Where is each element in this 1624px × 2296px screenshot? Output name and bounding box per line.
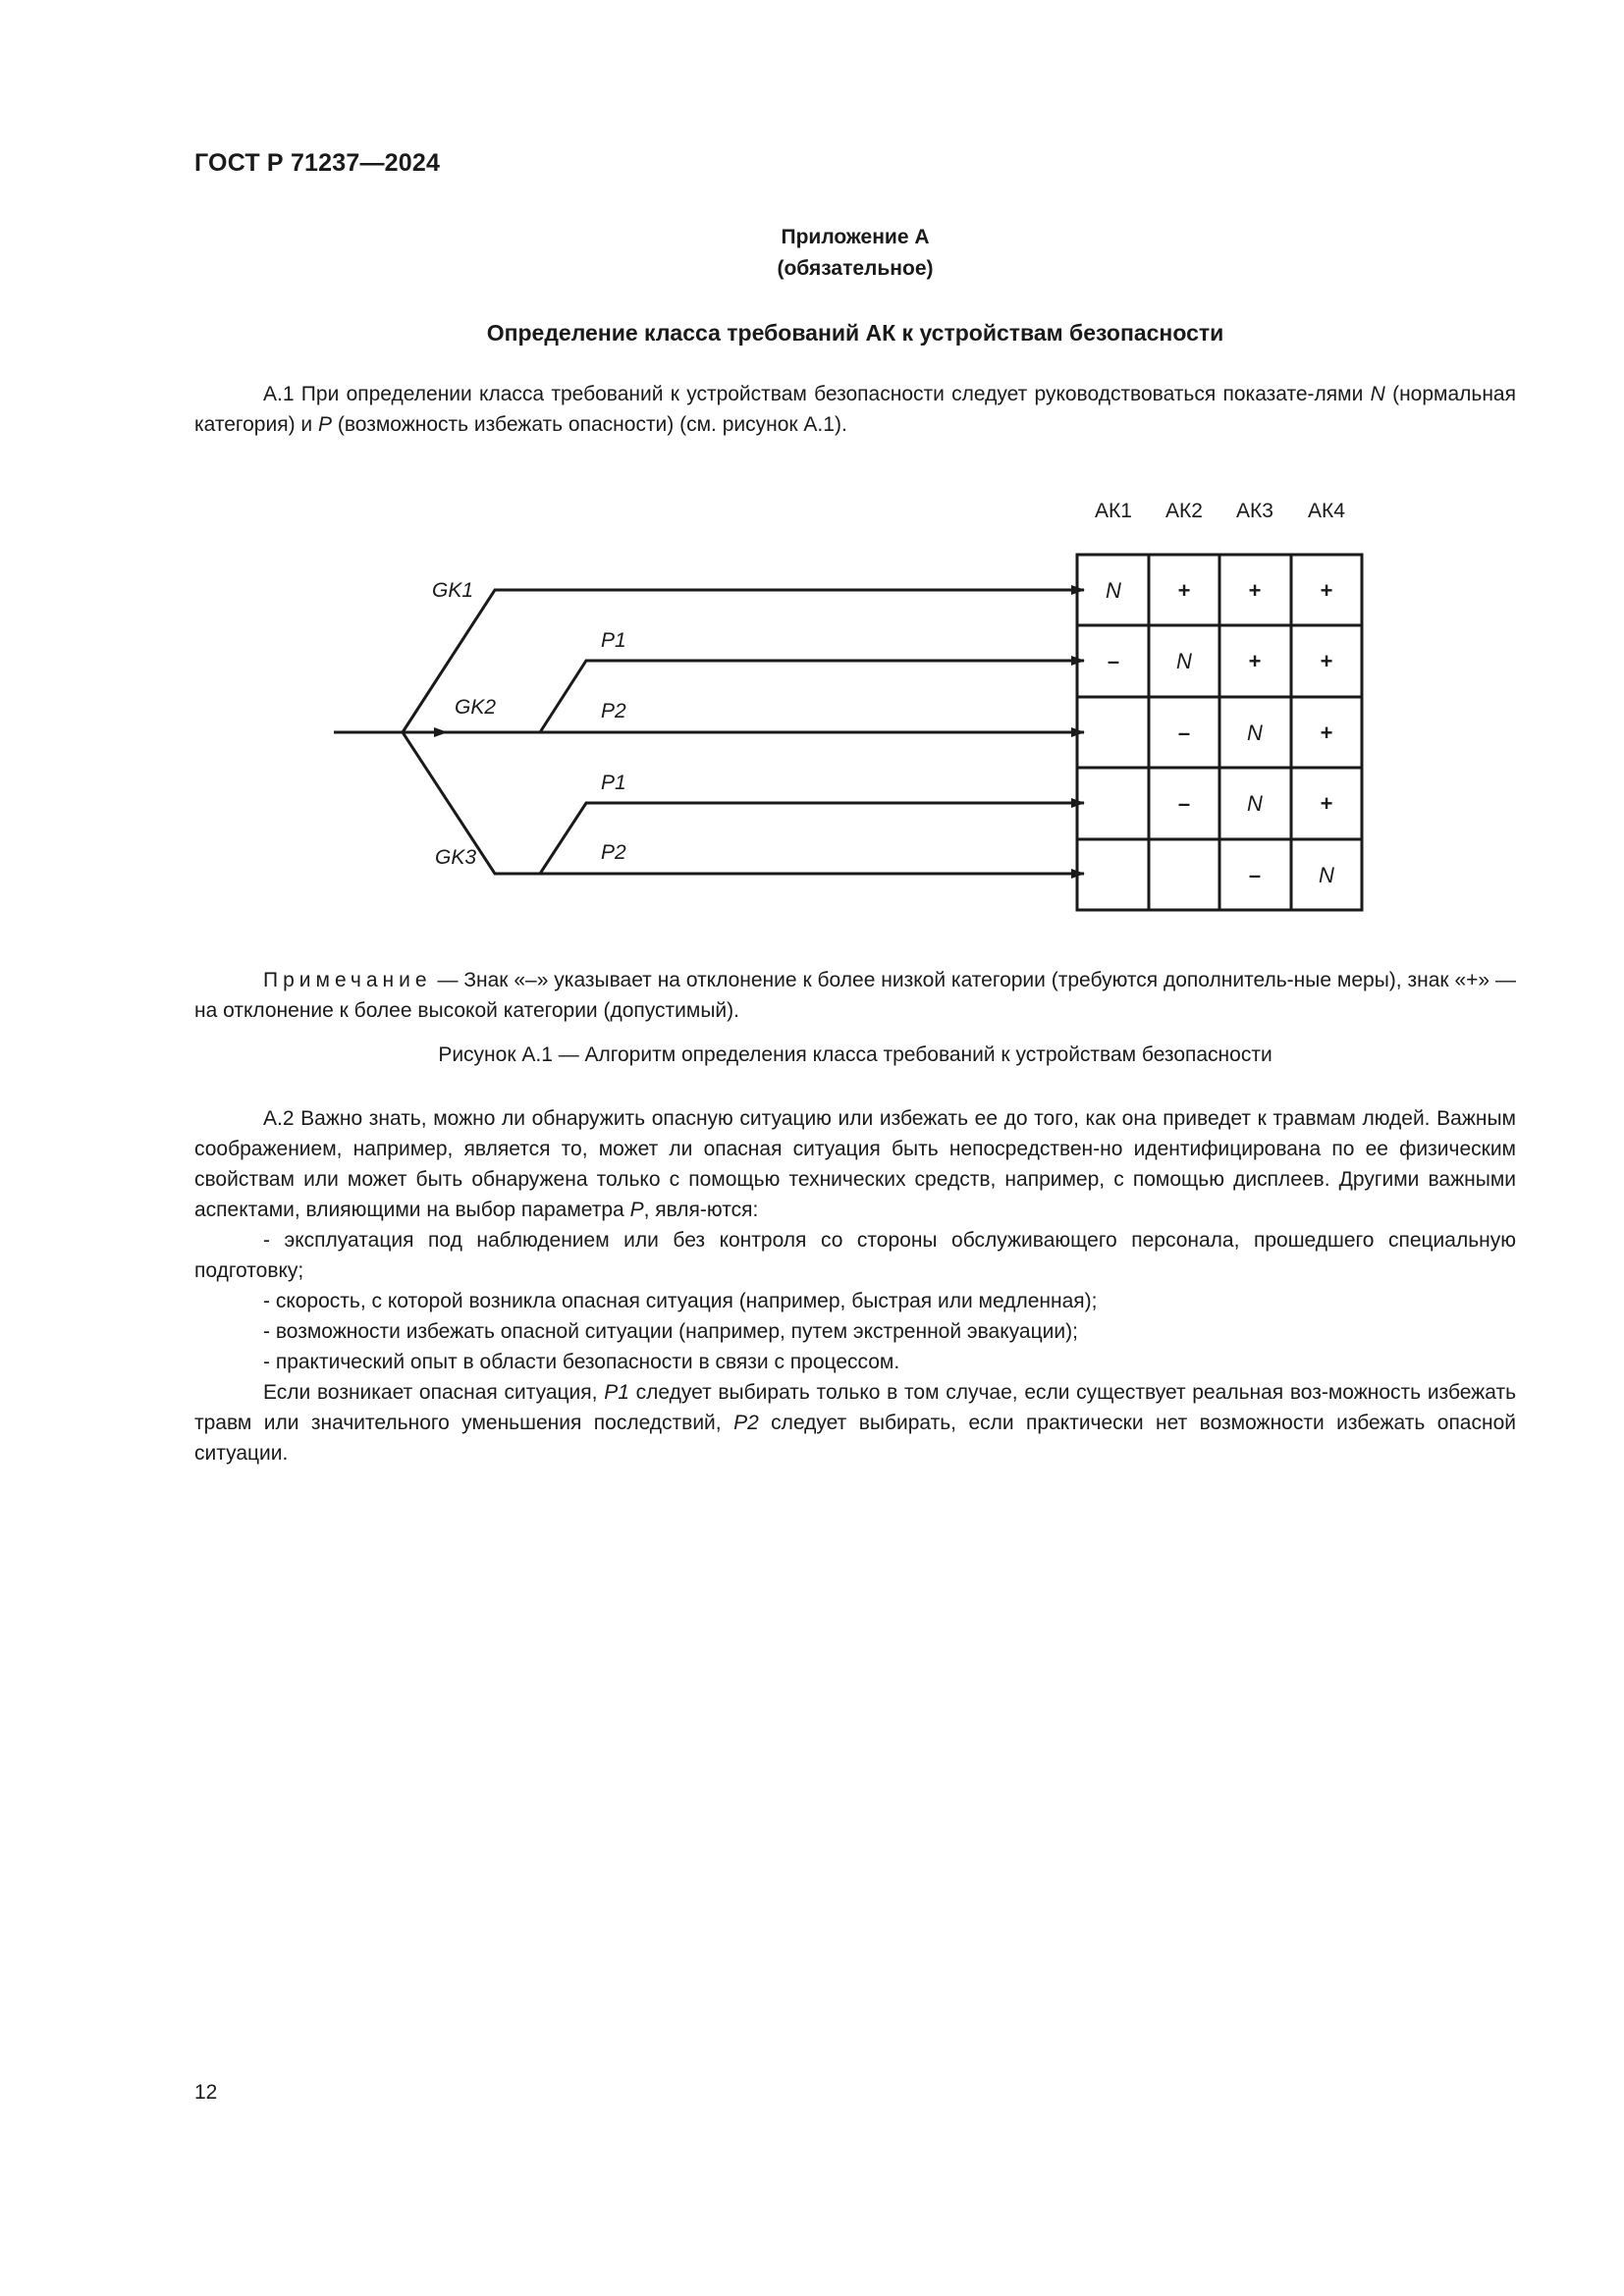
page-number: 12 (194, 2081, 218, 2104)
column-header-ak3: АК3 (1236, 500, 1273, 522)
var-p: P (317, 413, 332, 436)
label-p2: P2 (601, 841, 626, 864)
list-item: - возможности избежать опасной ситуации (например, путем экстренной эвакуации); (263, 1320, 1078, 1343)
appendix-title: Приложение А (781, 226, 930, 248)
var-n: N (1370, 383, 1385, 405)
section-title: Определение класса требований АК к устройствам безопасности (486, 320, 1224, 346)
table-cell: – (1248, 863, 1262, 887)
table-cell: – (1177, 791, 1191, 816)
table-cell: N (1106, 578, 1121, 603)
para-a2-text: следует выбирать, если практически нет возможности избежать опасной ситуации. (194, 1412, 1516, 1465)
column-header-ak2: АК2 (1165, 500, 1203, 522)
table-cell: + (1248, 578, 1262, 603)
label-p1: P1 (601, 772, 626, 794)
para-a2-text: Если возникает опасная ситуация, (263, 1381, 605, 1404)
para-a1-text: А.1 При определении класса требований к устройствам безопасности следует руководствоваться показате-лями (263, 383, 1371, 405)
para-a2-text: следует выбирать только в том случае, если существует реальная воз-можность избежать травм или значительного уменьшения последствий, (194, 1381, 1517, 1434)
para-a2-text: А.2 Важно знать, можно ли обнаружить опасную ситуацию или избежать ее до того, как она приведет к травмам людей. Важным соображением, например, является то, может ли опасная ситуация быть непосредствен-но идентифицирована по ее физическим свойствам или может быть обнаружена только с помощью технических средств, например, с помощью дисплеев. Другими важными аспектами, влияющими на выбор параметра (194, 1107, 1516, 1221)
category-table (1077, 555, 1362, 910)
label-gk2: GK2 (455, 696, 497, 719)
label-p1: P1 (601, 629, 626, 652)
list-item: - эксплуатация под наблюдением или без контроля со стороны обслуживающего персонала, прошедшего специальную подготовку; (194, 1229, 1516, 1282)
var-p1: P1 (604, 1381, 629, 1404)
note-label: Примечание (263, 969, 432, 991)
table-cell: + (1320, 649, 1333, 673)
figure-caption: Рисунок А.1 — Алгоритм определения класса требований к устройствам безопасности (438, 1043, 1272, 1066)
list-item: - практический опыт в области безопасности в связи с процессом. (263, 1351, 900, 1373)
label-p2: P2 (601, 700, 626, 722)
var-p2: P2 (733, 1412, 759, 1434)
para-a1-text: (возможность избежать опасности) (см. рисунок А.1). (332, 413, 847, 436)
table-cell: + (1320, 721, 1333, 745)
para-a2-text: , явля-ются: (643, 1199, 759, 1221)
table-cell: N (1247, 791, 1263, 816)
table-cell: + (1320, 578, 1333, 603)
para-a1-text: (нормальная категория) и (194, 383, 1516, 436)
label-gk3: GK3 (435, 846, 477, 869)
table-cell: N (1176, 649, 1192, 673)
table-cell: + (1320, 791, 1333, 816)
table-cell: + (1248, 649, 1262, 673)
paragraph-a2 (194, 1103, 1516, 1468)
label-gk1: GK1 (432, 579, 474, 602)
column-header-ak4: АК4 (1308, 500, 1345, 522)
table-cell: N (1247, 721, 1263, 745)
figure-a1-diagram (324, 481, 1404, 933)
document-id-header: ГОСТ Р 71237—2024 (194, 149, 441, 177)
var-p: P (629, 1199, 644, 1221)
table-cell: N (1319, 863, 1334, 887)
appendix-subtitle: (обязательное) (777, 257, 934, 280)
table-cell: + (1177, 578, 1191, 603)
paragraph-a1 (194, 379, 1516, 440)
table-cell: – (1177, 721, 1191, 745)
figure-note (194, 965, 1516, 1026)
column-header-ak1: АК1 (1095, 500, 1132, 522)
list-item: - скорость, с которой возникла опасная ситуация (например, быстрая или медленная); (263, 1290, 1098, 1312)
note-text: — Знак «–» указывает на отклонение к более низкой категории (требуются дополнитель-ные меры), знак «+» — на отклонение к более высокой категории (допустимый). (194, 969, 1516, 1022)
table-cell: – (1107, 649, 1120, 673)
